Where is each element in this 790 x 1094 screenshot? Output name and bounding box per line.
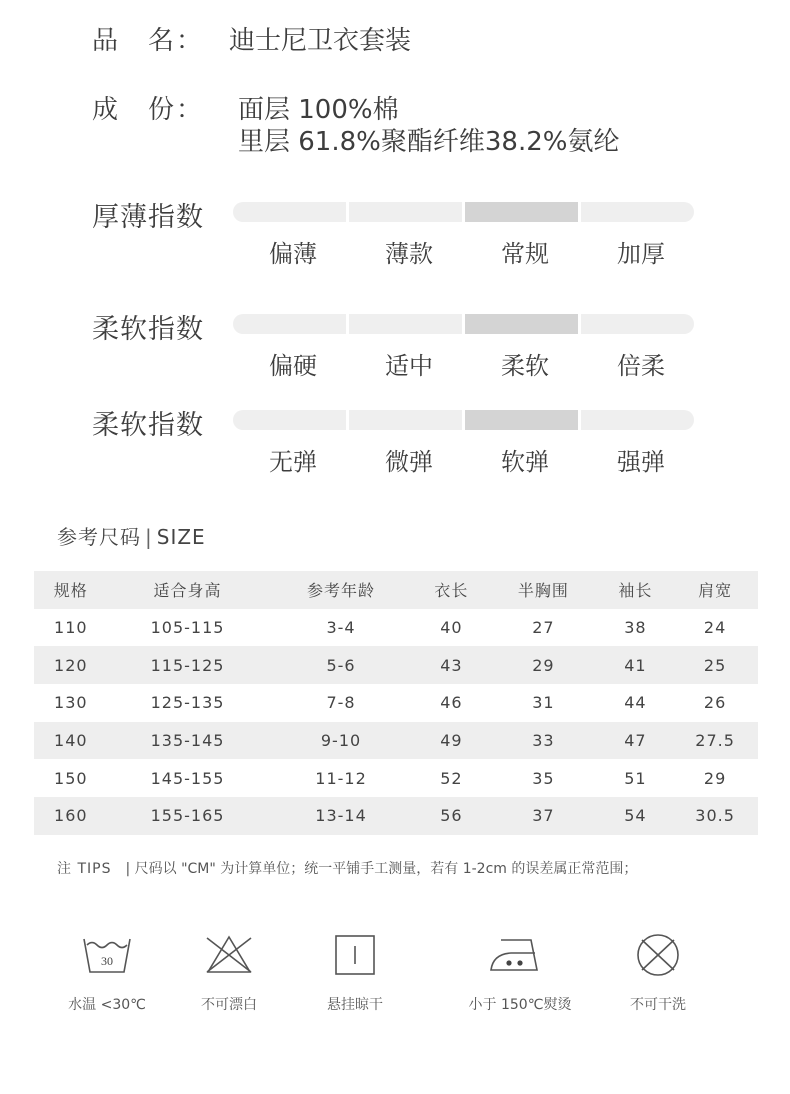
care-dryclean [588, 932, 728, 1014]
table-cell: 56 [440, 806, 463, 826]
table-cell: 9-10 [320, 731, 362, 751]
size-table [34, 571, 758, 835]
index-option: 适中 [385, 352, 433, 380]
table-cell: 13-14 [315, 806, 367, 826]
composition-label: 成 份： [92, 95, 205, 125]
table-cell: 145-155 [150, 768, 225, 788]
table-row [34, 609, 758, 647]
column-header: 肩宽 [698, 581, 733, 601]
index-options [235, 346, 699, 381]
table-cell: 27 [532, 618, 555, 638]
table-cell: 160 [54, 806, 88, 826]
index-option: 薄款 [385, 240, 433, 268]
table-cell: 31 [532, 693, 555, 713]
table-cell: 29 [532, 655, 555, 675]
index-segment-selected [465, 314, 578, 334]
care-iron [450, 932, 590, 1014]
index-options [235, 442, 699, 477]
table-cell: 105-115 [150, 618, 225, 638]
table-cell: 51 [624, 768, 647, 788]
tips-text: | 尺码以 "CM" 为计算单位；统一平铺手工测量，若有 1-2cm 的误差属正常范围； [125, 861, 638, 877]
index-option-selected: 软弹 [501, 448, 549, 476]
index-title: 柔软指数 [92, 410, 204, 441]
wash-30-icon [81, 932, 133, 978]
table-header-row [34, 571, 758, 609]
index-segment [233, 410, 346, 430]
table-cell: 115-125 [150, 655, 225, 675]
index-segment [233, 314, 346, 334]
care-bleach [159, 932, 299, 1014]
table-cell: 38 [624, 618, 647, 638]
wash-temp-badge: 30 [101, 954, 113, 968]
column-header: 半胸围 [517, 581, 569, 601]
index-segment [349, 410, 462, 430]
tips-label: 注 TIPS [57, 861, 112, 877]
size-title-cn: 参考尺码 [57, 525, 141, 549]
size-section-title [57, 521, 206, 550]
table-cell: 46 [440, 693, 463, 713]
table-cell: 40 [440, 618, 463, 638]
index-options [235, 234, 699, 269]
index-option-selected: 常规 [501, 240, 549, 268]
care-wash [37, 932, 177, 1014]
index-option: 强弹 [617, 448, 665, 476]
table-cell: 3-4 [326, 618, 356, 638]
index-option: 无弹 [269, 448, 317, 476]
index-option: 加厚 [617, 240, 665, 268]
index-title: 厚薄指数 [92, 202, 204, 233]
no-bleach-icon [202, 932, 256, 978]
table-cell: 30.5 [695, 806, 735, 826]
index-segment [581, 202, 694, 222]
table-cell: 5-6 [326, 655, 356, 675]
index-bar [233, 314, 694, 334]
table-cell: 140 [54, 731, 88, 751]
table-cell: 130 [54, 693, 88, 713]
size-tips [57, 858, 637, 878]
table-row [34, 722, 758, 760]
index-option: 倍柔 [617, 352, 665, 380]
no-dry-clean-icon [633, 932, 683, 978]
table-cell: 35 [532, 768, 555, 788]
table-cell: 54 [624, 806, 647, 826]
index-option: 偏硬 [269, 352, 317, 380]
care-label: 悬挂晾干 [327, 997, 383, 1013]
table-cell: 41 [624, 655, 647, 675]
column-header: 袖长 [618, 581, 653, 601]
index-option: 微弹 [385, 448, 433, 476]
table-cell: 43 [440, 655, 463, 675]
index-segment-selected [465, 410, 578, 430]
table-cell: 37 [532, 806, 555, 826]
care-label: 小于 150℃熨烫 [468, 997, 572, 1013]
column-header: 适合身高 [153, 581, 222, 601]
index-segment [349, 202, 462, 222]
table-cell: 135-145 [150, 731, 225, 751]
table-row [34, 797, 758, 835]
table-cell: 26 [703, 693, 727, 713]
title-divider: | [145, 525, 153, 549]
index-segment [349, 314, 462, 334]
table-cell: 150 [54, 768, 88, 788]
index-segment [233, 202, 346, 222]
care-hang [285, 932, 425, 1014]
table-cell: 155-165 [150, 806, 225, 826]
care-label: 水温 <30℃ [68, 997, 146, 1013]
table-cell: 11-12 [315, 768, 367, 788]
table-cell: 52 [440, 768, 463, 788]
table-cell: 27.5 [695, 731, 735, 751]
care-label: 不可干洗 [630, 997, 686, 1013]
table-cell: 29 [703, 768, 727, 788]
index-segment [581, 410, 694, 430]
size-title-en: SIZE [156, 525, 206, 549]
table-cell: 25 [703, 655, 727, 675]
table-cell: 47 [624, 731, 647, 751]
composition-line-1: 面层 100%棉 [238, 95, 399, 125]
product-name-label: 品 名： [92, 26, 205, 56]
composition-line-2: 里层 61.8%聚酯纤维38.2%氨纶 [238, 127, 620, 157]
iron-150-icon [487, 932, 553, 978]
column-header: 衣长 [434, 581, 469, 601]
hang-dry-icon [333, 932, 377, 978]
index-segment [581, 314, 694, 334]
index-option: 偏薄 [269, 240, 317, 268]
index-bar [233, 202, 694, 222]
table-cell: 24 [703, 618, 727, 638]
care-label: 不可漂白 [201, 997, 257, 1013]
index-title: 柔软指数 [92, 314, 204, 345]
product-name-value: 迪士尼卫衣套装 [229, 26, 412, 56]
table-cell: 49 [440, 731, 463, 751]
column-header: 规格 [53, 581, 88, 601]
table-cell: 7-8 [326, 693, 356, 713]
table-cell: 44 [624, 693, 647, 713]
table-row [34, 646, 758, 684]
index-segment-selected [465, 202, 578, 222]
column-header: 参考年龄 [307, 581, 376, 601]
table-cell: 120 [54, 655, 88, 675]
index-option-selected: 柔软 [501, 352, 549, 380]
table-row [34, 759, 758, 797]
table-cell: 125-135 [150, 693, 225, 713]
table-cell: 110 [54, 618, 88, 638]
table-cell: 33 [532, 731, 555, 751]
index-bar [233, 410, 694, 430]
table-row [34, 684, 758, 722]
